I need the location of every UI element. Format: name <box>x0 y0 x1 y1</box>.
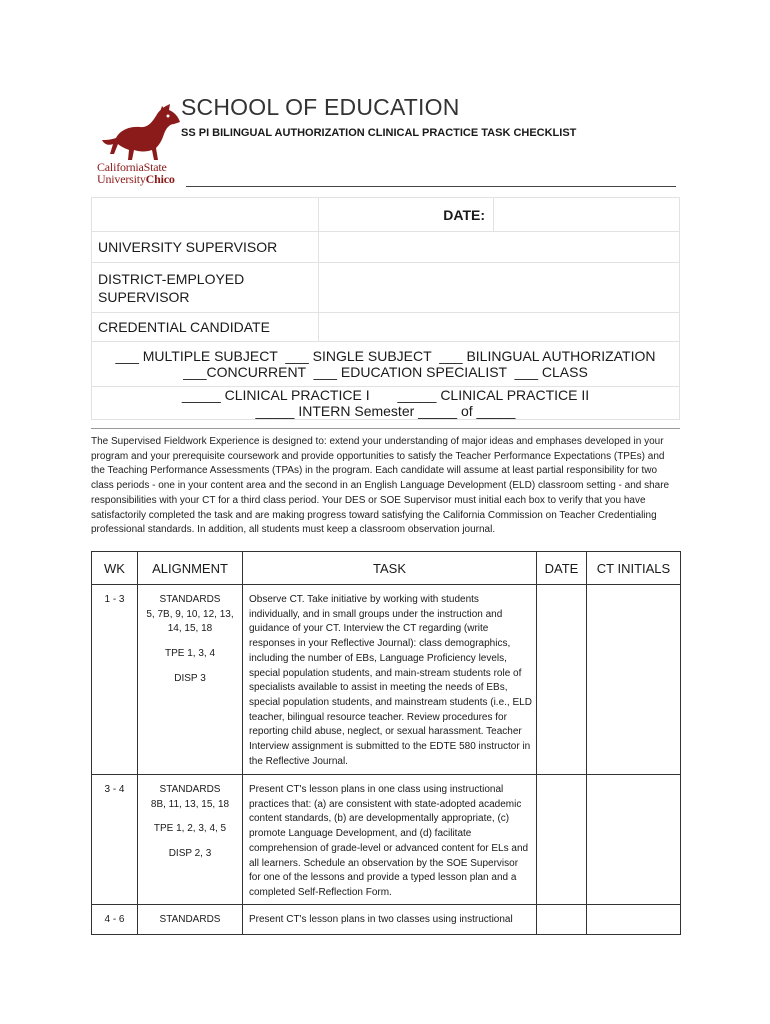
row-alignment <box>138 775 243 905</box>
row-wk: 4 - 6 <box>92 905 138 935</box>
alignment-tpe: TPE 1, 3, 4 <box>164 648 216 660</box>
table-header-row <box>92 552 681 585</box>
section-divider <box>91 428 680 429</box>
alignment-disp: DISP 2, 3 <box>168 848 212 860</box>
date-label: DATE: <box>319 198 494 232</box>
row-ct-initials-field[interactable] <box>587 905 681 935</box>
intern-semester: _____ INTERN Semester _____ of _____ <box>255 403 516 419</box>
row-task: Observe CT. Take initiative by working with students individually, and in small groups under the instruction and guidance of your CT. Interview the CT regarding (write responses in your Reflective Journal): class demographics, including the number of EBs, Language Proficiency levels, special population students, and main-stream students role of specialists available to assist in meeting the needs of EBs, special population students, and mainstream students (i.e., ELD teacher, bilingual resource teacher. Review procedures for reporting child abuse, neglect, or sexual harassment. Teacher Interview assignment is submitted to the EDTE 580 instructor in the Reflective Journal. <box>243 585 537 775</box>
date-field[interactable] <box>494 198 680 232</box>
row-date-field[interactable] <box>537 905 587 935</box>
credential-candidate-field[interactable] <box>319 313 680 342</box>
credential-candidate-label: CREDENTIAL CANDIDATE <box>92 313 319 342</box>
table-row <box>92 775 681 905</box>
credential-type-options <box>92 342 680 387</box>
university-supervisor-field[interactable] <box>319 232 680 263</box>
alignment-standards-1: 5, 7B, 9, 10, 12, 13, <box>146 608 234 620</box>
blank-cell <box>92 198 319 232</box>
col-header-date: DATE <box>537 552 587 585</box>
table-row <box>92 905 681 935</box>
alignment-standards-1: 8B, 11, 13, 15, 18 <box>150 798 230 810</box>
logo-text-line2 <box>97 172 175 187</box>
district-supervisor-line1: DISTRICT-EMPLOYED <box>98 270 245 287</box>
supervisor-info-table <box>91 197 680 420</box>
credential-options-line1: ___ MULTIPLE SUBJECT ___ SINGLE SUBJECT ___ BILINGUAL AUTHORIZATION <box>115 348 656 364</box>
logo-university-text: University <box>97 172 146 186</box>
row-wk: 3 - 4 <box>92 775 138 905</box>
clinical-practice-2: _____ CLINICAL PRACTICE II <box>397 387 590 403</box>
district-supervisor-line2: SUPERVISOR <box>98 288 190 305</box>
row-task: Present CT's lesson plans in one class using instructional practices that: (a) are consistent with state-adopted academic content standards, (b) are developmentally appropriate, (c) promote Language Development, and (d) facilitate comprehension of grade-level or advanced content for ELs and all learners. Schedule an observation by the SOE Supervisor for one of the lessons and provide a typed lesson plan and a completed Self-Reflection Form. <box>243 775 537 905</box>
row-date-field[interactable] <box>537 775 587 905</box>
page-subtitle: SS PI BILINGUAL AUTHORIZATION CLINICAL PRACTICE TASK CHECKLIST <box>181 127 577 139</box>
district-supervisor-label <box>92 263 319 313</box>
intro-paragraph: The Supervised Fieldwork Experience is designed to: extend your understanding of major ideas and emphases developed in your program and your prerequisite coursework and provide opportunities to satisfy the Teacher Performance Expectations (TPEs) and the Teaching Performance Assessments (TPAs) in the program. Each candidate will assume at least partial responsibility for two class periods - one in your content area and the second in an English Language Development (ELD) classroom setting - and share responsibilities with your CT for a third class period. Your DES or SOE Supervisor must initial each box to verify that you have satisfactorily completed the task and are making progress toward satisfying the California Commission on Teacher Credentialing professional standards. In addition, all students must keep a classroom observation journal. <box>91 436 670 536</box>
logo-text-line1: CaliforniaState <box>97 160 167 174</box>
col-header-task: TASK <box>243 552 537 585</box>
row-ct-initials-field[interactable] <box>587 775 681 905</box>
col-header-alignment: ALIGNMENT <box>138 552 243 585</box>
header-divider <box>186 186 676 187</box>
col-header-wk: WK <box>92 552 138 585</box>
page-title: SCHOOL OF EDUCATION <box>181 94 460 120</box>
alignment-standards-label: STANDARDS <box>159 594 221 605</box>
table-row <box>92 585 681 775</box>
row-alignment <box>138 585 243 775</box>
row-date-field[interactable] <box>537 585 587 775</box>
district-supervisor-field[interactable] <box>319 263 680 313</box>
alignment-tpe: TPE 1, 2, 3, 4, 5 <box>153 823 227 835</box>
credential-options-line2: ___CONCURRENT ___ EDUCATION SPECIALIST ___ CLASS <box>183 364 588 380</box>
alignment-disp: DISP 3 <box>174 672 206 684</box>
row-alignment <box>138 905 243 935</box>
alignment-standards-2: 14, 15, 18 <box>167 623 213 635</box>
alignment-standards-label: STANDARDS <box>159 914 221 925</box>
task-checklist-table <box>91 551 681 935</box>
alignment-standards-label: STANDARDS <box>159 784 221 795</box>
row-ct-initials-field[interactable] <box>587 585 681 775</box>
clinical-practice-options <box>92 387 680 420</box>
university-supervisor-label: UNIVERSITY SUPERVISOR <box>92 232 319 263</box>
logo-chico-text: Chico <box>145 172 175 186</box>
row-task: Present CT's lesson plans in two classes using instructional <box>243 905 537 935</box>
row-wk: 1 - 3 <box>92 585 138 775</box>
clinical-practice-1: _____ CLINICAL PRACTICE I <box>181 387 370 403</box>
col-header-ct-initials: CT INITIALS <box>587 552 681 585</box>
